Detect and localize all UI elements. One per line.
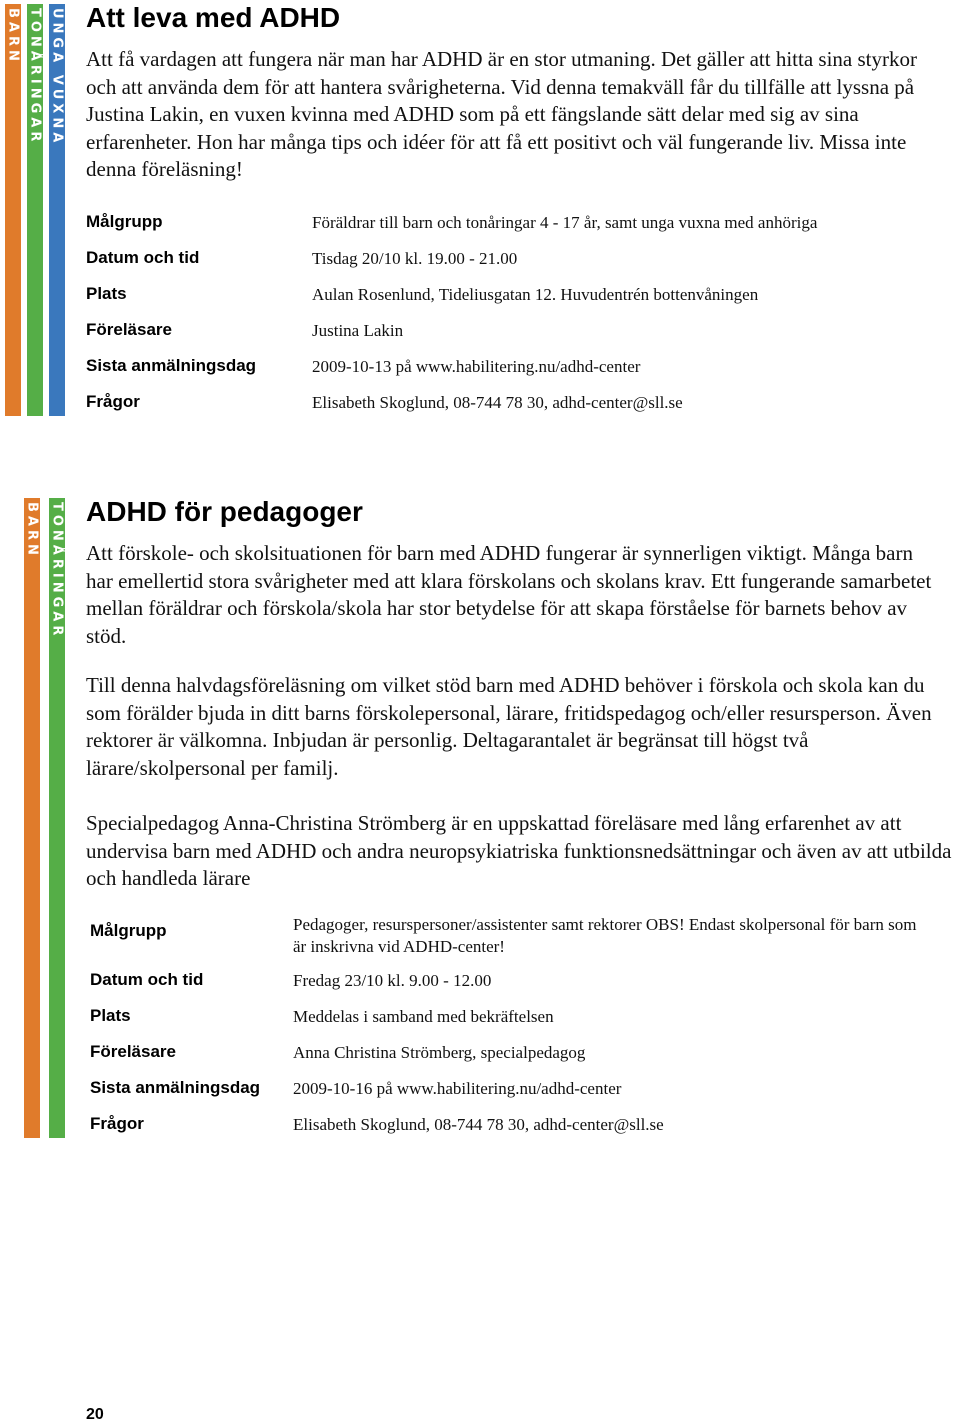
info-label-datum: Datum och tid: [86, 248, 200, 267]
info-value-plats: Aulan Rosenlund, Tideliusgatan 12. Huvudentrén bottenvåningen: [312, 285, 759, 304]
body-paragraph: Till denna halvdagsföreläsning om vilket stöd barn med ADHD behöver i förskola och skola kan du som förälder bjuda in ditt barns förskolepersonal, lärare, fritidspedagog och/eller resursperson. Även rektorer är välkomna. Inbjudan är personlig. Deltagarantalet är begränsat till högst två lärare/skolpersonal per familj.: [86, 673, 932, 780]
info-value-sista-anmalningsdag: 2009-10-16 på www.habilitering.nu/adhd-center: [293, 1079, 622, 1098]
category-bar-label: BARN: [5, 8, 21, 65]
info-label-plats: Plats: [86, 284, 127, 303]
section-title: Att leva med ADHD: [86, 2, 341, 33]
info-label-plats: Plats: [90, 1006, 131, 1025]
body-paragraph: Specialpedagog Anna-Christina Strömberg är en uppskattad föreläsare med lång erfarenhet av att undervisa barn med ADHD och andra neuropsykiatriska funktionsnedsättningar och även av att utbilda och handleda lärare: [86, 811, 952, 890]
info-label-sista-anmalningsdag: Sista anmälningsdag: [86, 356, 257, 375]
info-value-forelasare: Justina Lakin: [312, 321, 404, 340]
info-value-malgrupp: Pedagoger, resurspersoner/assistenter samt rektorer OBS! Endast skolpersonal för barn som är inskrivna vid ADHD-center!: [293, 915, 917, 956]
info-label-fragor: Frågor: [90, 1114, 144, 1133]
category-bar-barn: [24, 498, 40, 1138]
info-value-malgrupp: Föräldrar till barn och tonåringar 4 - 17 år, samt unga vuxna med anhöriga: [312, 213, 818, 232]
info-label-malgrupp: Målgrupp: [90, 921, 167, 940]
category-bar-label: BARN: [24, 502, 40, 559]
info-label-sista-anmalningsdag: Sista anmälningsdag: [90, 1078, 261, 1097]
category-bar-barn: [5, 4, 21, 416]
category-bar-tonaringar: [27, 4, 43, 416]
body-paragraph: Att förskole- och skolsituationen för barn med ADHD fungerar är synnerligen viktigt. Många barn har emellertid stora svårigheter med att klara förskolans och skolans krav. Ett fungerande samarbetet mellan föräldrar och förskola/skola har stor betydelse för att skapa förståelse för barnets behov av stöd.: [86, 541, 932, 648]
info-label-fragor: Frågor: [86, 392, 140, 411]
section-title: ADHD för pedagoger: [86, 496, 363, 527]
info-value-plats: Meddelas i samband med bekräftelsen: [293, 1007, 554, 1026]
page-number: 20: [86, 1406, 104, 1423]
info-label-forelasare: Föreläsare: [86, 320, 172, 339]
category-bar-label: TONÅRINGAR: [49, 502, 65, 640]
info-value-datum: Tisdag 20/10 kl. 19.00 - 21.00: [312, 249, 518, 268]
category-bar-unga-vuxna: [49, 4, 65, 416]
info-value-datum: Fredag 23/10 kl. 9.00 - 12.00: [293, 971, 492, 990]
category-bar-tonaringar: [49, 498, 65, 1138]
info-label-datum: Datum och tid: [90, 970, 204, 989]
info-label-forelasare: Föreläsare: [90, 1042, 176, 1061]
info-label-malgrupp: Målgrupp: [86, 212, 163, 231]
category-bar-label: UNGA VUXNA: [49, 8, 65, 147]
info-value-fragor: Elisabeth Skoglund, 08-744 78 30, adhd-center@sll.se: [293, 1115, 664, 1134]
info-value-fragor: Elisabeth Skoglund, 08-744 78 30, adhd-center@sll.se: [312, 393, 683, 412]
category-bar-label: TONÅRINGAR: [27, 8, 43, 146]
info-value-sista-anmalningsdag: 2009-10-13 på www.habilitering.nu/adhd-center: [312, 357, 641, 376]
intro-paragraph: Att få vardagen att fungera när man har ADHD är en stor utmaning. Det gäller att hitta sina styrkor och att använda dem för att hantera svårigheterna. Vid denna temakväll får du tillfälle att lyssna på Justina Lakin, en vuxen kvinna med ADHD som på ett fängslande sätt delar med sig av sina erfarenheter. Hon har många tips och idéer för att få ett positivt och väl fungerande liv. Missa inte denna föreläsning!: [86, 47, 917, 181]
info-value-forelasare: Anna Christina Strömberg, specialpedagog: [293, 1043, 586, 1062]
